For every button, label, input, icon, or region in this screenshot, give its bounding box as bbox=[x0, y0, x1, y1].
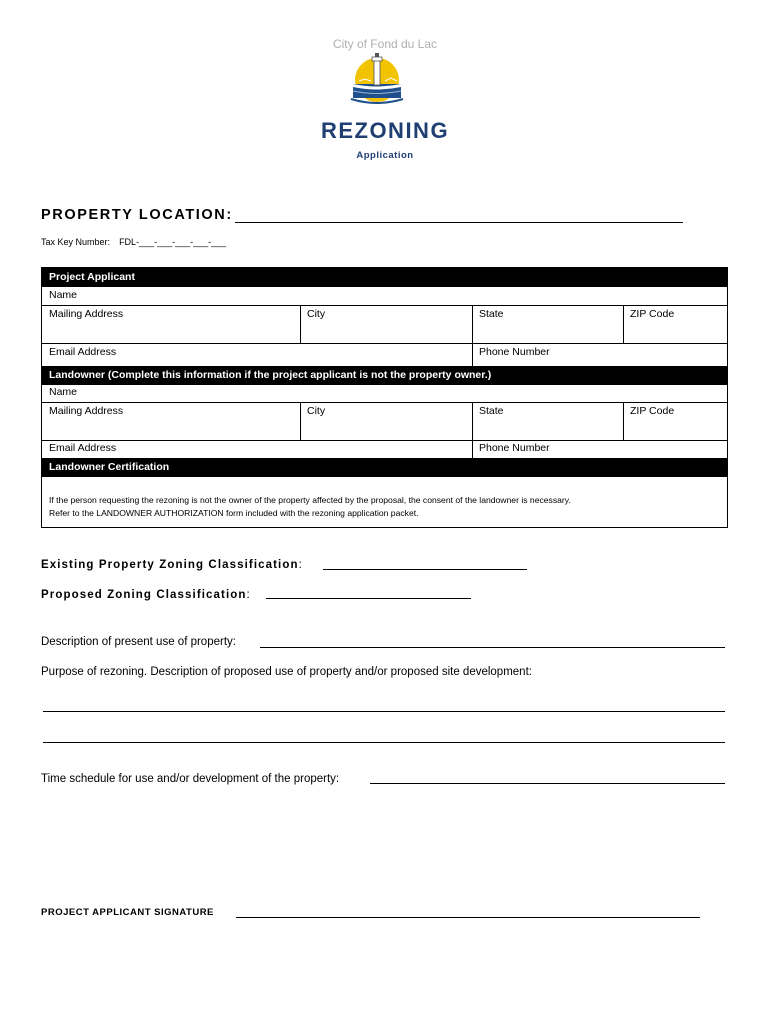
existing-zoning-label: Existing Property Zoning Classification: bbox=[41, 559, 303, 571]
signature-label: PROJECT APPLICANT SIGNATURE bbox=[41, 907, 214, 918]
tax-key-row bbox=[41, 237, 226, 247]
certification-text: If the person requesting the rezoning is not the owner of the property affected by the proposal, the consent of the landowner is necessary. Refer to the LANDOWNER AUTHORIZATION form included with the rezoning application packet. bbox=[49, 495, 571, 518]
property-location-label: PROPERTY LOCATION: bbox=[41, 207, 233, 223]
applicant-email-field[interactable]: Email Address bbox=[49, 346, 117, 358]
present-use-label: Description of present use of property: bbox=[41, 636, 236, 648]
certification-header: Landowner Certification bbox=[42, 458, 727, 477]
purpose-label: Purpose of rezoning. Description of proposed use of property and/or proposed site development: bbox=[41, 666, 532, 678]
time-schedule-label: Time schedule for use and/or development of the property: bbox=[41, 773, 340, 785]
applicant-header: Project Applicant bbox=[42, 268, 727, 287]
signature-field[interactable] bbox=[236, 917, 700, 918]
applicant-name-field[interactable]: Name bbox=[49, 289, 78, 301]
applicant-phone-field[interactable]: Phone Number bbox=[479, 346, 550, 358]
proposed-zoning-field[interactable] bbox=[266, 598, 471, 599]
applicant-zip-field[interactable]: ZIP Code bbox=[630, 308, 675, 320]
city-name: City of Fond du Lac bbox=[332, 37, 438, 51]
applicant-info-table bbox=[41, 267, 728, 528]
page-title: REZONING bbox=[320, 118, 450, 143]
landowner-zip-field[interactable]: ZIP Code bbox=[630, 405, 675, 417]
purpose-field-line-2[interactable] bbox=[43, 742, 725, 743]
landowner-phone-field[interactable]: Phone Number bbox=[479, 442, 550, 454]
landowner-header: Landowner (Complete this information if the project applicant is not the property owner.) bbox=[42, 366, 727, 385]
time-schedule-field[interactable] bbox=[370, 783, 725, 784]
applicant-mailing-address-field[interactable]: Mailing Address bbox=[49, 308, 124, 320]
applicant-city-field[interactable]: City bbox=[307, 308, 326, 320]
proposed-zoning-label: Proposed Zoning Classification: bbox=[41, 589, 251, 601]
landowner-city-field[interactable]: City bbox=[307, 405, 326, 417]
present-use-field[interactable] bbox=[260, 647, 725, 648]
existing-zoning-field[interactable] bbox=[323, 569, 527, 570]
purpose-field-line-1[interactable] bbox=[43, 711, 725, 712]
applicant-state-field[interactable]: State bbox=[479, 308, 504, 320]
page-subtitle: Application bbox=[356, 150, 414, 161]
landowner-state-field[interactable]: State bbox=[479, 405, 504, 417]
landowner-name-field[interactable]: Name bbox=[49, 386, 78, 398]
property-location-field[interactable] bbox=[235, 222, 683, 223]
tax-key-field[interactable]: FDL-___-___-___-___-___ bbox=[119, 237, 227, 247]
city-logo-icon bbox=[349, 51, 405, 109]
tax-key-label: Tax Key Number: bbox=[41, 237, 111, 247]
landowner-email-field[interactable]: Email Address bbox=[49, 442, 117, 454]
landowner-mailing-address-field[interactable]: Mailing Address bbox=[49, 405, 124, 417]
